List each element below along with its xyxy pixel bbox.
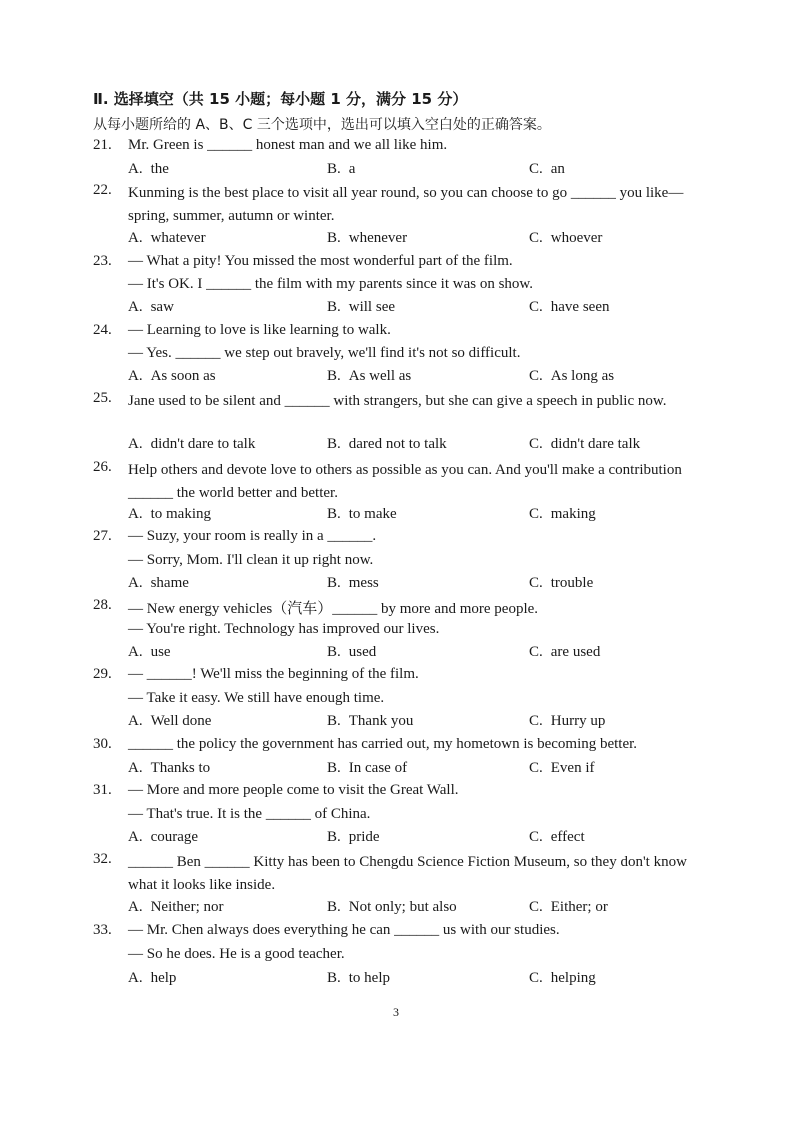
- option-b[interactable]: [327, 899, 457, 916]
- option-letter: B.: [327, 644, 341, 660]
- option-letter: A.: [128, 713, 143, 729]
- option-letter: C.: [529, 760, 543, 776]
- option-text: saw: [150, 299, 174, 315]
- question-stem: — You're right. Technology has improved our lives.: [128, 621, 440, 637]
- question-stem: Jane used to be silent and ______ with strangers, but she can give a speech in public now.: [128, 393, 667, 409]
- question-stem: — ______! We'll miss the beginning of the film.: [128, 666, 419, 682]
- option-text: pride: [348, 829, 380, 845]
- page-number: 3: [393, 1005, 399, 1019]
- option-letter: A.: [128, 760, 143, 776]
- option-b[interactable]: [327, 760, 407, 777]
- option-letter: C.: [529, 299, 543, 315]
- option-letter: A.: [128, 644, 143, 660]
- option-c[interactable]: [529, 713, 605, 730]
- option-letter: C.: [529, 161, 543, 177]
- option-a[interactable]: [128, 644, 171, 661]
- question-number: 27.: [93, 528, 112, 544]
- option-text: whenever: [348, 230, 408, 246]
- option-a[interactable]: [128, 299, 174, 316]
- question-number: 25.: [93, 390, 112, 406]
- option-text: Either; or: [550, 899, 608, 915]
- option-b[interactable]: [327, 713, 413, 730]
- option-letter: B.: [327, 230, 341, 246]
- question-number: 29.: [93, 666, 112, 682]
- option-c[interactable]: [529, 368, 614, 385]
- option-letter: B.: [327, 161, 341, 177]
- section-instruction: 从每小题所给的 A、B、C 三个选项中，选出可以填入空白处的正确答案。: [93, 117, 551, 133]
- question-stem: — Learning to love is like learning to walk.: [128, 322, 391, 338]
- option-text: have seen: [550, 299, 610, 315]
- option-text: Thanks to: [150, 760, 211, 776]
- option-text: use: [150, 644, 171, 660]
- question-number: 32.: [93, 851, 112, 867]
- option-c[interactable]: [529, 506, 596, 523]
- option-letter: B.: [327, 713, 341, 729]
- option-b[interactable]: [327, 575, 379, 592]
- option-text: to making: [150, 506, 212, 522]
- option-text: Not only; but also: [348, 899, 457, 915]
- option-b[interactable]: [327, 506, 397, 523]
- option-letter: A.: [128, 368, 143, 384]
- question-number: 33.: [93, 922, 112, 938]
- option-text: Hurry up: [550, 713, 606, 729]
- question-stem: — Sorry, Mom. I'll clean it up right now.: [128, 552, 374, 568]
- option-letter: C.: [529, 829, 543, 845]
- question-stem: — It's OK. I ______ the film with my parents since it was on show.: [128, 276, 534, 292]
- option-text: to help: [348, 970, 391, 986]
- option-b[interactable]: [327, 368, 411, 385]
- question-stem: — That's true. It is the ______ of China.: [128, 806, 371, 822]
- option-text: effect: [550, 829, 585, 845]
- option-c[interactable]: [529, 970, 596, 987]
- option-text: Well done: [150, 713, 212, 729]
- option-letter: C.: [529, 230, 543, 246]
- option-b[interactable]: [327, 230, 407, 247]
- option-a[interactable]: [128, 575, 189, 592]
- question-stem: ______ the policy the government has carried out, my hometown is becoming better.: [128, 736, 638, 752]
- option-text: will see: [348, 299, 396, 315]
- option-letter: B.: [327, 368, 341, 384]
- option-letter: C.: [529, 368, 543, 384]
- option-text: Neither; nor: [150, 899, 224, 915]
- question-stem: — What a pity! You missed the most wonderful part of the film.: [128, 253, 513, 269]
- option-a[interactable]: [128, 436, 255, 453]
- question-number: 24.: [93, 322, 112, 338]
- option-b[interactable]: [327, 644, 376, 661]
- question-stem: — Mr. Chen always does everything he can ______ us with our studies.: [128, 922, 560, 938]
- option-b[interactable]: [327, 299, 395, 316]
- option-text: used: [348, 644, 377, 660]
- option-letter: C.: [529, 644, 543, 660]
- question-stem: — New energy vehicles（汽车）______ by more and more people.: [128, 601, 539, 617]
- option-letter: B.: [327, 970, 341, 986]
- option-letter: C.: [529, 436, 543, 452]
- option-letter: A.: [128, 161, 143, 177]
- option-a[interactable]: [128, 230, 206, 247]
- question-stem: — Yes. ______ we step out bravely, we'll find it's not so difficult.: [128, 345, 521, 361]
- option-text: shame: [150, 575, 189, 591]
- option-letter: B.: [327, 299, 341, 315]
- option-letter: A.: [128, 899, 143, 915]
- option-a[interactable]: [128, 760, 210, 777]
- option-c[interactable]: [529, 299, 609, 316]
- question-stem: — So he does. He is a good teacher.: [128, 946, 345, 962]
- option-c[interactable]: [529, 899, 608, 916]
- option-letter: A.: [128, 506, 143, 522]
- question-stem: — Take it easy. We still have enough time.: [128, 690, 385, 706]
- option-text: Thank you: [348, 713, 414, 729]
- option-c[interactable]: [529, 575, 593, 592]
- option-b[interactable]: [327, 829, 380, 846]
- option-text: dared not to talk: [348, 436, 447, 452]
- question-stem: — More and more people come to visit the Great Wall.: [128, 782, 459, 798]
- option-a[interactable]: [128, 713, 211, 730]
- option-letter: C.: [529, 506, 543, 522]
- option-letter: B.: [327, 760, 341, 776]
- option-letter: B.: [327, 506, 341, 522]
- option-letter: C.: [529, 713, 543, 729]
- option-letter: A.: [128, 436, 143, 452]
- option-text: Even if: [550, 760, 595, 776]
- question-number: 30.: [93, 736, 112, 752]
- option-text: whoever: [550, 230, 603, 246]
- option-letter: A.: [128, 970, 143, 986]
- question-stem: — Suzy, your room is really in a ______.: [128, 528, 377, 544]
- option-text: didn't dare to talk: [150, 436, 256, 452]
- option-b[interactable]: [327, 970, 390, 987]
- question-stem: ______ Ben ______ Kitty has been to Chengdu Science Fiction Museum, so they don't know what it looks like inside.: [128, 854, 687, 893]
- option-text: As long as: [550, 368, 615, 384]
- option-a[interactable]: [128, 506, 211, 523]
- option-text: the: [150, 161, 169, 177]
- option-text: helping: [550, 970, 596, 986]
- option-letter: A.: [128, 575, 143, 591]
- option-c[interactable]: [529, 760, 595, 777]
- option-c[interactable]: [529, 230, 602, 247]
- question-number: 26.: [93, 459, 112, 475]
- question-stem: Mr. Green is ______ honest man and we all like him.: [128, 137, 448, 153]
- question-number: 28.: [93, 597, 112, 613]
- option-letter: A.: [128, 299, 143, 315]
- option-letter: B.: [327, 829, 341, 845]
- option-text: to make: [348, 506, 397, 522]
- question-number: 21.: [93, 137, 112, 153]
- option-text: making: [550, 506, 596, 522]
- option-text: a: [348, 161, 356, 177]
- option-letter: C.: [529, 575, 543, 591]
- option-text: whatever: [150, 230, 206, 246]
- option-a[interactable]: [128, 970, 176, 987]
- option-letter: B.: [327, 436, 341, 452]
- option-text: help: [150, 970, 177, 986]
- question-number: 23.: [93, 253, 112, 269]
- option-c[interactable]: [529, 644, 600, 661]
- option-letter: A.: [128, 829, 143, 845]
- option-a[interactable]: [128, 899, 223, 916]
- option-text: trouble: [550, 575, 594, 591]
- option-b[interactable]: [327, 161, 355, 178]
- option-b[interactable]: [327, 436, 447, 453]
- option-text: mess: [348, 575, 379, 591]
- option-text: As soon as: [150, 368, 216, 384]
- option-text: As well as: [348, 368, 412, 384]
- option-letter: B.: [327, 575, 341, 591]
- option-a[interactable]: [128, 829, 198, 846]
- option-c[interactable]: [529, 829, 585, 846]
- option-a[interactable]: [128, 368, 216, 385]
- section-title: Ⅱ. 选择填空（共 15 小题；每小题 1 分，满分 15 分）: [93, 90, 468, 108]
- option-a[interactable]: [128, 161, 169, 178]
- option-letter: C.: [529, 970, 543, 986]
- question-number: 22.: [93, 182, 112, 198]
- option-text: courage: [150, 829, 199, 845]
- option-c[interactable]: [529, 436, 640, 453]
- question-stem: Help others and devote love to others as possible as you can. And you'll make a contribution ______ the world better and better.: [128, 462, 682, 501]
- question-stem: Kunming is the best place to visit all year round, so you can choose to go ______ you like—spring, summer, autumn or winter.: [128, 185, 684, 224]
- option-text: didn't dare talk: [550, 436, 641, 452]
- option-text: are used: [550, 644, 601, 660]
- option-letter: B.: [327, 899, 341, 915]
- question-number: 31.: [93, 782, 112, 798]
- option-letter: C.: [529, 899, 543, 915]
- option-text: an: [550, 161, 565, 177]
- option-c[interactable]: [529, 161, 565, 178]
- option-text: In case of: [348, 760, 408, 776]
- option-letter: A.: [128, 230, 143, 246]
